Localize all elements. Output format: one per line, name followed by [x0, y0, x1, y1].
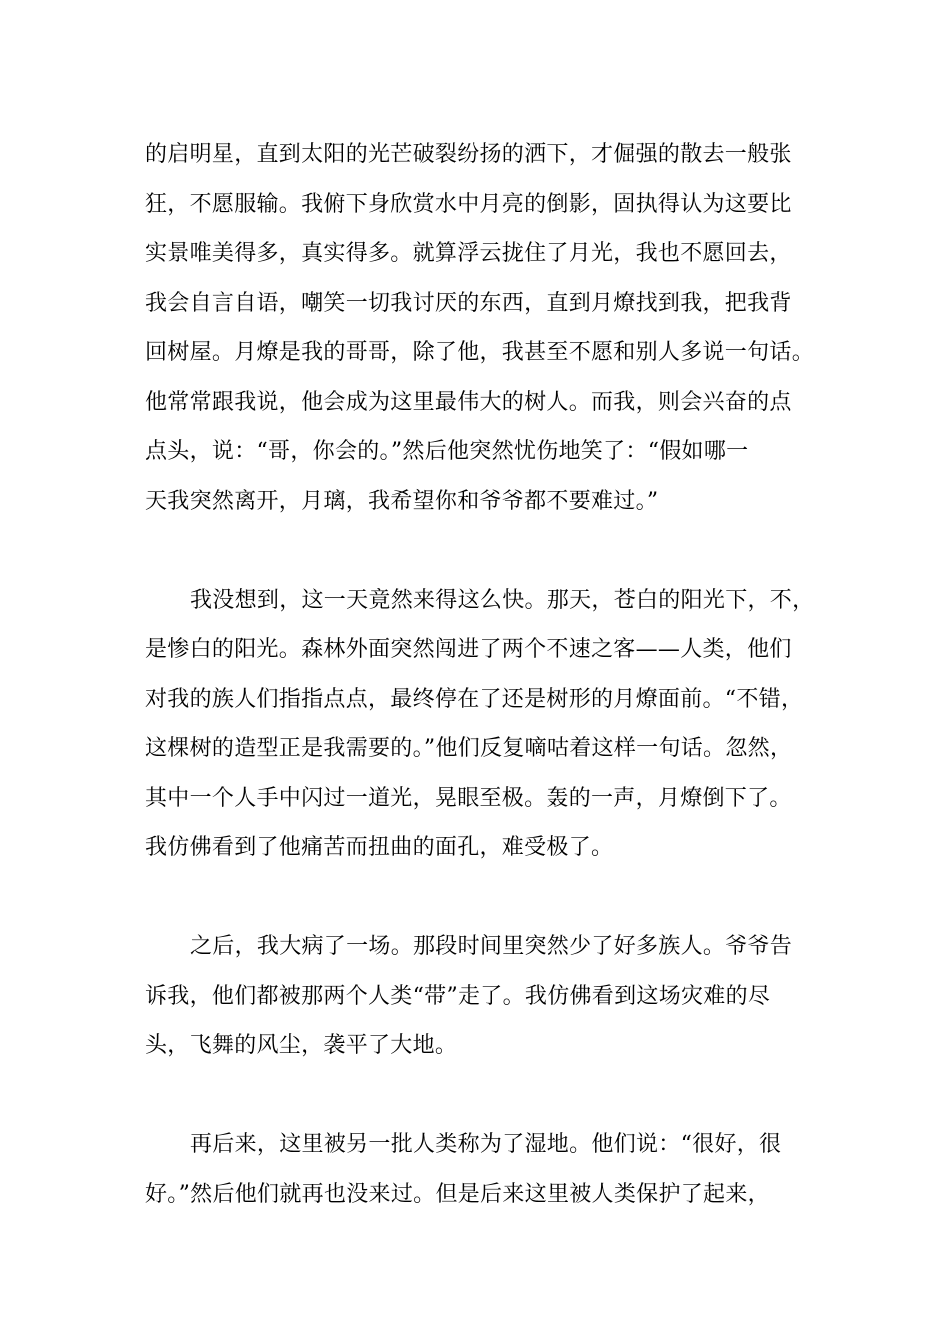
paragraph-spacer: [145, 873, 825, 923]
text-line: 回树屋。月燎是我的哥哥，除了他，我甚至不愿和别人多说一句话。: [145, 340, 815, 365]
text-line: 是惨白的阳光。森林外面突然闯进了两个不速之客——人类，他们: [145, 637, 792, 662]
text-line: 好。”然后他们就再也没来过。但是后来这里被人类保护了起来，: [145, 1181, 770, 1207]
text-line: 其中一个人手中闪过一道光，晃眼至极。轰的一声，月燎倒下了。: [145, 785, 792, 811]
text-line: 头，飞舞的风尘，袭平了大地。: [145, 1033, 458, 1058]
paragraph-spacer: [145, 1071, 825, 1121]
text-line: 我没想到，这一天竟然来得这么快。那天，苍白的阳光下，不，: [190, 587, 815, 613]
paragraph-2: [145, 576, 825, 873]
text-line: 对我的族人们指指点点，最终停在了还是树形的月燎面前。“不错，: [145, 686, 804, 712]
paragraph-4: [145, 1120, 825, 1219]
paragraph-3: [145, 922, 825, 1071]
text-line: 狂，不愿服输。我俯下身欣赏水中月亮的倒影，固执得认为这要比: [145, 191, 792, 217]
text-line: 点头，说：“哥，你会的。”然后他突然忧伤地笑了：“假如哪一: [145, 439, 749, 464]
text-line: 这棵树的造型正是我需要的。”他们反复嘀咕着这样一句话。忽然，: [145, 736, 793, 761]
text-line: 他常常跟我说，他会成为这里最伟大的树人。而我，则会兴奋的点: [145, 389, 792, 415]
text-line: 我会自言自语，嘲笑一切我讨厌的东西，直到月燎找到我，把我背: [145, 290, 792, 316]
paragraph-spacer: [145, 526, 825, 576]
text-line: 之后，我大病了一场。那段时间里突然少了好多族人。爷爷告: [190, 934, 793, 959]
document-body: [145, 130, 825, 1219]
text-line: 实景唯美得多，真实得多。就算浮云拢住了月光，我也不愿回去，: [145, 241, 792, 266]
paragraph-1: [145, 130, 825, 526]
text-line: 诉我，他们都被那两个人类“带”走了。我仿佛看到这场灾难的尽: [145, 983, 771, 1009]
text-line: 天我突然离开，月璃，我希望你和爷爷都不要难过。”: [145, 488, 659, 514]
text-line: 的启明星，直到太阳的光芒破裂纷扬的洒下，才倔强的散去一般张: [145, 142, 792, 167]
text-line: 再后来，这里被另一批人类称为了湿地。他们说：“很好，很: [190, 1132, 782, 1157]
text-line: 我仿佛看到了他痛苦而扭曲的面孔，难受极了。: [145, 835, 614, 860]
